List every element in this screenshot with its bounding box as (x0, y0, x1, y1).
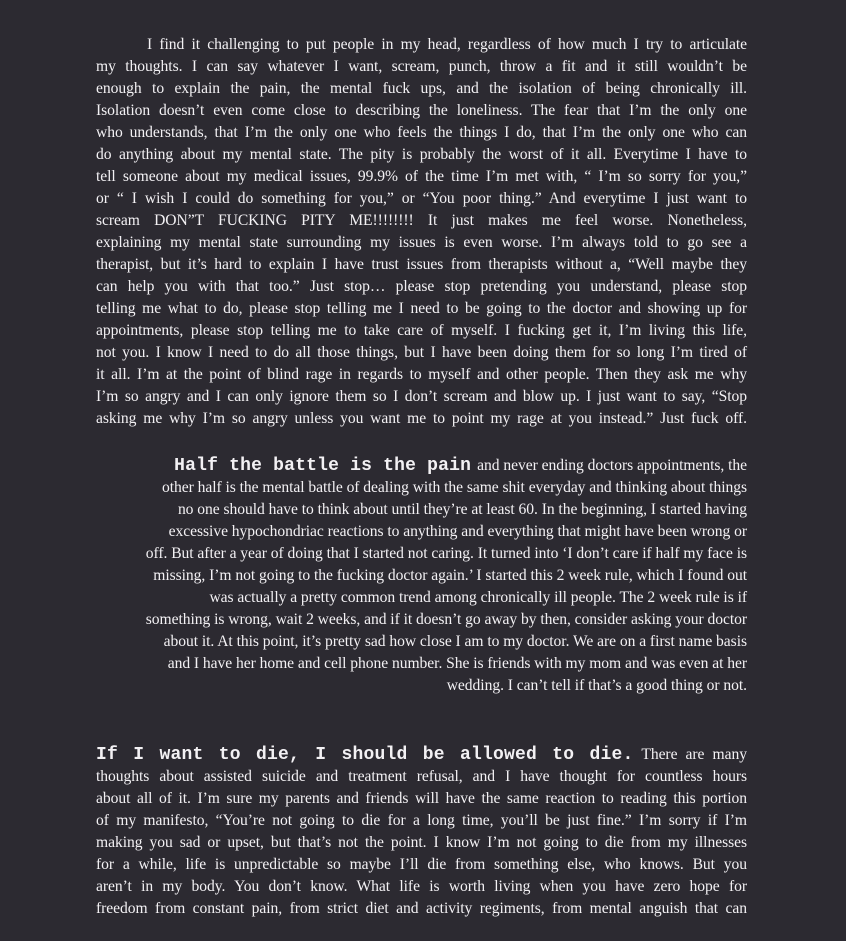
paragraph-isolation (96, 34, 747, 430)
text-line-content: and never ending doctors appointments, the (477, 457, 747, 474)
text-line: not you. I know I need to do all those things, but I have been doing them for so long I’m tired of (96, 344, 747, 361)
text-line: tell someone about my medical issues, 99.9% of the time I’m met with, “ I’m so sorry for you,” (96, 168, 747, 185)
text-line-content: I find it challenging to put people in my head, regardless of how much I try to articulate (147, 36, 747, 53)
text-line: no one should have to think about until they’re at least 60. In the beginning, I started having (177, 501, 747, 518)
text-line: who understands, that I’m the only one who feels the things I do, that I’m the only one who can (96, 124, 747, 141)
text-line: other half is the mental battle of dealing with the same shit everyday and thinking about things (161, 479, 747, 496)
text-line: making you sad or upset, but that’s not the point. I know I’m not going to die from my illnesses (96, 834, 747, 851)
text-line: was actually a pretty common trend among chronically ill people. The 2 week rule is if (209, 589, 747, 606)
text-line: missing, I’m not going to the fucking doctor again.’ I started this 2 week rule, which I found out (153, 567, 747, 584)
text-line: Isolation doesn’t even come close to describing the loneliness. The fear that I’m the only one (96, 102, 747, 119)
text-line: and I have her home and cell phone number. She is friends with my mom and was even at her (167, 655, 747, 672)
section-heading: If I want to die, I should be allowed to die. (96, 745, 634, 765)
text-line: aren’t in my body. You don’t know. What life is worth living when you have zero hope for (96, 878, 747, 895)
text-line: do anything about my mental state. The pity is probably the worst of it all. Everytime I have to (96, 146, 747, 163)
text-line (96, 34, 747, 56)
text-line: can help you with that too.” Just stop… please stop pretending you understand, please stop (96, 278, 747, 295)
text-line-content: There are many (641, 746, 747, 763)
text-line: off. But after a year of doing that I started not caring. It turned into ‘I don’t care if half my face is (145, 545, 747, 562)
text-line: wedding. I can’t tell if that’s a good thing or not. (446, 677, 747, 694)
text-line: or “ I wish I could do something for you,” or “You poor thing.” And everytime I just want to (96, 190, 747, 207)
text-line: something is wrong, wait 2 weeks, and if it doesn’t go away by then, consider asking your doctor (145, 611, 747, 628)
text-line: enough to explain the pain, the mental fuck ups, and the isolation of being chronically ill. (96, 80, 747, 97)
text-line: about all of it. I’m sure my parents and friends will have the same reaction to reading this portion (96, 790, 747, 807)
text-line: thoughts about assisted suicide and treatment refusal, and I have thought for countless hours (96, 768, 747, 785)
text-line (96, 744, 747, 766)
text-line: asking me why I’m so angry unless you want me to point my rage at you instead.” Just fuck off. (96, 410, 747, 427)
text-line: telling me what to do, please stop telling me I need to be going to the doctor and showing up for (96, 300, 747, 317)
text-line: it all. I’m at the point of blind rage in regards to myself and other people. Then they ask me why (96, 366, 747, 383)
text-line (96, 455, 747, 477)
text-line: I’m so angry and I can only ignore them so I don’t scream and blow up. I just want to say, “Stop (96, 388, 747, 405)
text-line: excessive hypochondriac reactions to anything and everything that might have been wrong or (168, 523, 747, 540)
text-line: my thoughts. I can say whatever I want, scream, punch, throw a fit and it still wouldn’t be (96, 58, 747, 75)
paragraph-die (96, 744, 747, 920)
text-line: for a while, life is unpredictable so maybe I’ll die from something else, who knows. But you (96, 856, 747, 873)
paragraph-battle (96, 455, 747, 697)
text-line: about it. At this point, it’s pretty sad how close I am to my doctor. We are on a first name basis (163, 633, 747, 650)
text-line: freedom from constant pain, from strict diet and activity regiments, from mental anguish that can (96, 900, 747, 917)
text-line: of my manifesto, “You’re not going to die for a long time, you’ll be just fine.” I’m sorry if I’m (96, 812, 747, 829)
text-line: scream DON”T FUCKING PITY ME!!!!!!!! It just makes me feel worse. Nonetheless, (96, 212, 747, 229)
section-heading: Half the battle is the pain (174, 456, 472, 476)
text-line: therapist, but it’s hard to explain I have trust issues from therapists without a, “Well maybe they (96, 256, 747, 273)
text-line: appointments, please stop telling me to take care of myself. I fucking get it, I’m living this life, (96, 322, 747, 339)
text-line: explaining my mental state surrounding my issues is even worse. I’m always told to go see a (96, 234, 747, 251)
